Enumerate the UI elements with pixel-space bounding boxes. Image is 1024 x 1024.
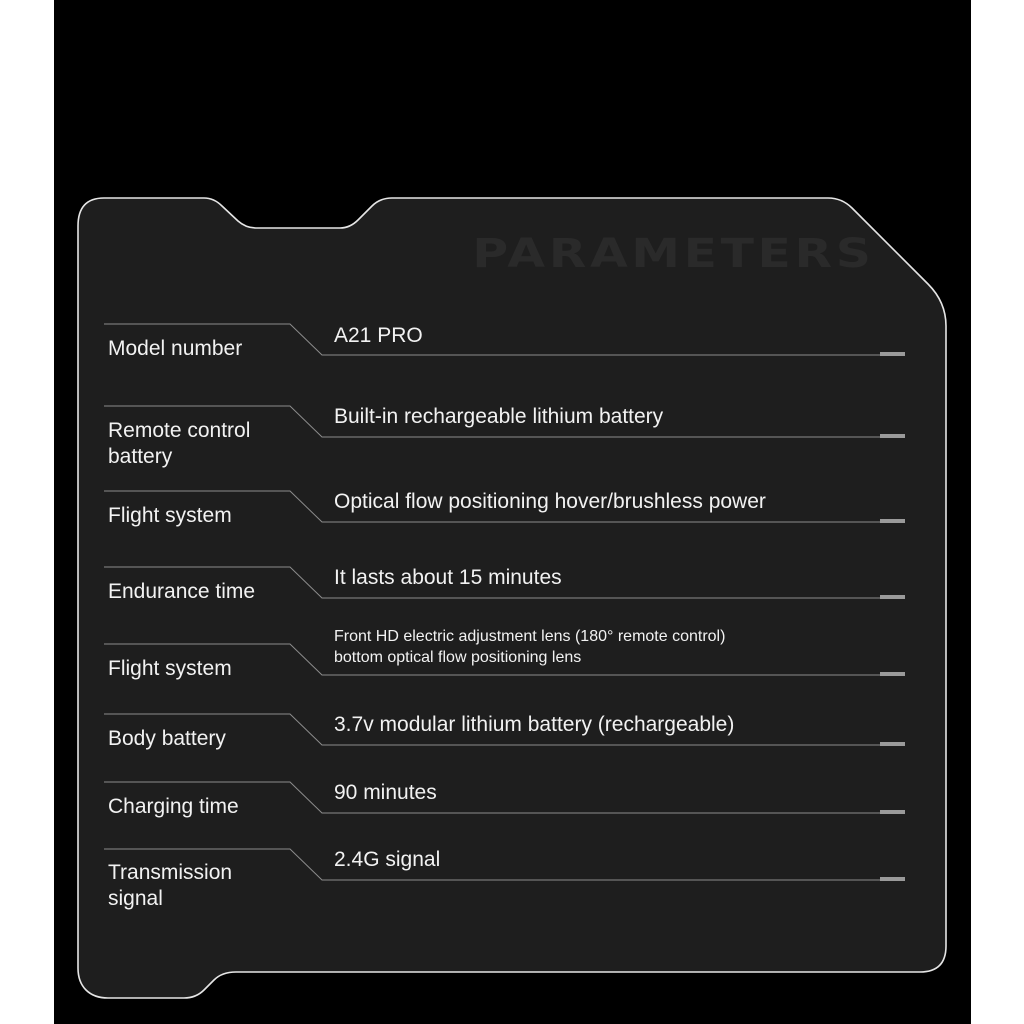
param-value-line-2: bottom optical flow positioning lens [334,649,582,666]
param-label: Flight system [108,657,232,680]
param-label: Model number [108,337,243,360]
param-label: Endurance time [108,580,256,603]
param-label: Body battery [108,727,226,750]
param-label: Charging time [108,795,239,818]
param-label: Flight system [108,504,232,527]
param-value: 3.7v modular lithium battery (rechargeable) [334,713,735,736]
param-value: It lasts about 15 minutes [334,566,562,589]
param-value: Built-in rechargeable lithium battery [334,405,664,428]
param-value: 90 minutes [334,781,437,804]
param-value: Optical flow positioning hover/brushless power [334,490,766,513]
param-label: Transmission signal [108,861,233,910]
param-label: Remote control battery [108,419,251,468]
param-value-line-1: Front HD electric adjustment lens (180° remote control) [334,628,726,645]
param-value: A21 PRO [334,324,423,347]
param-value: 2.4G signal [334,848,441,871]
section-title: PARAMETERS [472,231,875,277]
